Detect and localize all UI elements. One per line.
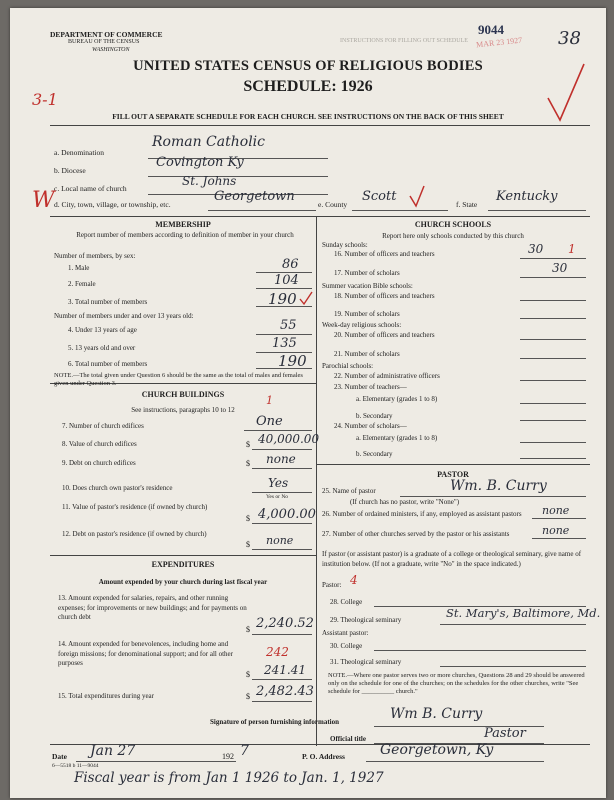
pastor-sub-label: Pastor: — [322, 581, 342, 589]
schedule-title: SCHEDULE: 1926 — [243, 78, 373, 95]
q20-label: 20. Number of officers and teachers — [334, 331, 435, 339]
year-field[interactable]: 7 — [240, 743, 249, 759]
pastor-red-mark: 4 — [350, 573, 358, 587]
age-intro-label: Number of members under and over 13 years old: — [54, 312, 194, 320]
expenditures-intro: Amount expended by your church during last fiscal year — [98, 578, 268, 586]
q12-label: 12. Debt on pastor's residence (if owned by church) — [62, 530, 207, 538]
q22-label: 22. Number of administrative officers — [334, 372, 440, 380]
denomination-field[interactable]: Roman Catholic — [152, 134, 265, 150]
under13-field[interactable]: 55 — [280, 318, 297, 333]
membership-intro: Report number of members according to definition of member in your church — [76, 231, 294, 239]
bureau-label: BUREAU OF THE CENSUS — [68, 39, 140, 45]
q29-field[interactable]: St. Mary's, Baltimore, Md. — [446, 606, 601, 620]
q14-label: 14. Amount expended for benevolences, including home and foreign missions; for denominational support; and for all other purposes — [58, 640, 233, 667]
q17-label: 17. Number of scholars — [334, 269, 400, 277]
q17-field[interactable]: 30 — [552, 261, 568, 275]
q23a-label: a. Elementary (grades 1 to 8) — [356, 395, 438, 403]
state-label: f. State — [456, 200, 478, 209]
pastor-note: NOTE.—Where one pastor serves two or more churches, Questions 28 and 29 should be answered only on the schedule for one of the churches; on the schedules for the other churches, write "See schedule for __________ church." — [328, 672, 585, 695]
date-label: Date — [52, 752, 67, 761]
q13-label: 13. Amount expended for salaries, repairs, and other running expenses; for improvements or new buildings; and for payments on church debt — [58, 594, 247, 621]
sunday-label: Sunday schools: — [322, 241, 368, 249]
q25-note: (If church has no pastor, write "None") — [350, 498, 460, 506]
assistant-pastor-label: Assistant pastor: — [322, 629, 369, 637]
local-name-field[interactable]: St. Johns — [182, 174, 237, 188]
q15-field[interactable]: 2,482.43 — [256, 684, 314, 699]
q8-label: 8. Value of church edifices — [62, 440, 137, 448]
fill-instruction: FILL OUT A SEPARATE SCHEDULE FOR EACH CHURCH. SEE INSTRUCTIONS ON THE BACK OF THIS SHEET — [112, 112, 504, 121]
q24-label: 24. Number of scholars— — [334, 422, 407, 430]
q19-label: 19. Number of scholars — [334, 310, 400, 318]
q7-field[interactable]: One — [256, 414, 283, 429]
checkmark-icon — [408, 184, 426, 208]
year-prefix: 192 — [222, 752, 234, 761]
over13-label: 5. 13 years old and over — [68, 344, 136, 352]
q16-label: 16. Number of officers and teachers — [334, 250, 435, 258]
census-schedule-sheet — [10, 8, 606, 798]
total-members-label: 3. Total number of members — [68, 298, 148, 306]
corner-mark: 38 — [558, 28, 581, 49]
q23-label: 23. Number of teachers— — [334, 383, 407, 391]
margin-w-mark: W — [32, 188, 55, 213]
total6-label: 6. Total number of members — [68, 360, 148, 368]
q30-label: 30. College — [330, 642, 363, 650]
over13-field[interactable]: 135 — [272, 336, 297, 351]
dollar-sign: $ — [246, 540, 250, 549]
q10-field[interactable]: Yes — [268, 476, 289, 490]
q27-label: 27. Number of other churches served by the pastor or his assistants — [322, 530, 510, 538]
backprint-text: INSTRUCTIONS FOR FILLING OUT SCHEDULE — [340, 38, 468, 44]
by-sex-label: Number of members, by sex: — [54, 252, 136, 260]
yes-no-caption: Yes or No — [266, 494, 289, 500]
signature-label: Signature of person furnishing information — [210, 718, 339, 726]
official-title-label: Official title — [330, 735, 366, 743]
q28-label: 28. College — [330, 598, 363, 606]
buildings-heading: CHURCH BUILDINGS — [141, 390, 225, 399]
pastor-name-field[interactable]: Wm. B. Curry — [450, 478, 547, 494]
buildings-intro: See instructions, paragraphs 10 to 12 — [131, 406, 235, 414]
dollar-sign: $ — [246, 440, 250, 449]
q18-label: 18. Number of officers and teachers — [334, 292, 435, 300]
official-title-field[interactable]: Pastor — [484, 726, 526, 741]
under13-label: 4. Under 13 years of age — [68, 326, 137, 334]
serial-number: 9044 — [478, 22, 504, 37]
signature-field[interactable]: Wm B. Curry — [390, 706, 483, 722]
total-members-field[interactable]: 190 — [268, 290, 297, 308]
q24a-label: a. Elementary (grades 1 to 8) — [356, 434, 438, 442]
county-field[interactable]: Scott — [362, 189, 397, 204]
q24b-label: b. Secondary — [356, 450, 393, 458]
margin-mark: 3-1 — [32, 90, 58, 109]
dollar-sign: $ — [246, 459, 250, 468]
summer-label: Summer vacation Bible schools: — [322, 282, 413, 290]
local-name-label: c. Local name of church — [54, 184, 127, 193]
q25-label: 25. Name of pastor — [322, 487, 376, 495]
q11-label: 11. Value of pastor's residence (if owned by church) — [62, 503, 208, 511]
expenditures-heading: EXPENDITURES — [151, 560, 215, 569]
schools-heading: CHURCH SCHOOLS — [414, 220, 492, 229]
q10-label: 10. Does church own pastor's residence — [62, 484, 173, 492]
q29-label: 29. Theological seminary — [330, 616, 402, 624]
form-title: UNITED STATES CENSUS OF RELIGIOUS BODIES — [133, 58, 483, 74]
q23b-label: b. Secondary — [356, 412, 393, 420]
membership-heading: MEMBERSHIP — [155, 220, 211, 229]
state-field[interactable]: Kentucky — [496, 189, 558, 204]
dollar-sign: $ — [246, 514, 250, 523]
q11-field[interactable]: 4,000.00 — [258, 507, 316, 522]
fiscal-year-note: Fiscal year is from Jan 1 1926 to Jan. 1, 1927 — [74, 770, 384, 786]
total6-field[interactable]: 190 — [278, 352, 307, 370]
q9-label: 9. Debt on church edifices — [62, 459, 136, 467]
q7-red-mark: 1 — [266, 394, 273, 407]
city-field-label: d. City, town, village, or township, etc. — [54, 200, 171, 209]
male-count-field[interactable]: 86 — [282, 257, 299, 272]
weekday-label: Week-day religious schools: — [322, 321, 402, 329]
q14-red-mark: 242 — [266, 645, 289, 659]
parochial-label: Parochial schools: — [322, 362, 374, 370]
denomination-label: a. Denomination — [54, 148, 104, 157]
q15-label: 15. Total expenditures during year — [58, 692, 154, 700]
city-label: WASHINGTON — [92, 47, 130, 53]
print-code: 6—5518 b 11—9044 — [52, 763, 99, 769]
county-label: e. County — [318, 200, 348, 209]
schools-intro: Report here only schools conducted by this church — [382, 232, 524, 240]
diocese-label: b. Diocese — [54, 166, 86, 175]
q26-field[interactable]: none — [542, 504, 570, 517]
dollar-sign: $ — [246, 670, 250, 679]
department-label: DEPARTMENT OF COMMERCE — [50, 30, 163, 39]
q12-field[interactable]: none — [266, 534, 294, 547]
q26-label: 26. Number of ordained ministers, if any, employed as assistant pastors — [322, 510, 522, 518]
q27-field[interactable]: none — [542, 524, 570, 537]
dollar-sign: $ — [246, 692, 250, 701]
pastor-heading: PASTOR — [437, 470, 469, 479]
q8-field[interactable]: 40,000.00 — [258, 432, 320, 446]
q7-label: 7. Number of church edifices — [62, 422, 144, 430]
q31-label: 31. Theological seminary — [330, 658, 402, 666]
checkmark-icon — [298, 290, 314, 306]
date-field[interactable]: Jan 27 — [90, 743, 136, 759]
membership-note: NOTE.—The total given under Question 6 should be the same as the total of males and females given under Question 3. — [54, 372, 303, 387]
received-stamp: MAR 23 1927 — [475, 35, 523, 50]
q16-red-mark: 1 — [568, 242, 576, 256]
q16-field[interactable]: 30 — [528, 242, 544, 256]
q13-field[interactable]: 2,240.52 — [256, 616, 314, 631]
male-label: 1. Male — [68, 264, 90, 272]
po-address-field[interactable]: Georgetown, Ky — [380, 742, 494, 758]
female-count-field[interactable]: 104 — [274, 273, 299, 288]
q21-label: 21. Number of scholars — [334, 350, 400, 358]
dollar-sign: $ — [246, 625, 250, 634]
q9-field[interactable]: none — [266, 452, 296, 466]
diocese-field[interactable]: Covington Ky — [156, 155, 244, 170]
graduate-note: If pastor (or assistant pastor) is a graduate of a college or theological seminary, give name of institution below. (If not a graduate, write "No" in the space indicated.) — [322, 550, 582, 568]
female-label: 2. Female — [68, 280, 96, 288]
po-address-label: P. O. Address — [302, 752, 345, 761]
city-field[interactable]: Georgetown — [214, 189, 295, 204]
q14-field[interactable]: 241.41 — [264, 663, 306, 677]
